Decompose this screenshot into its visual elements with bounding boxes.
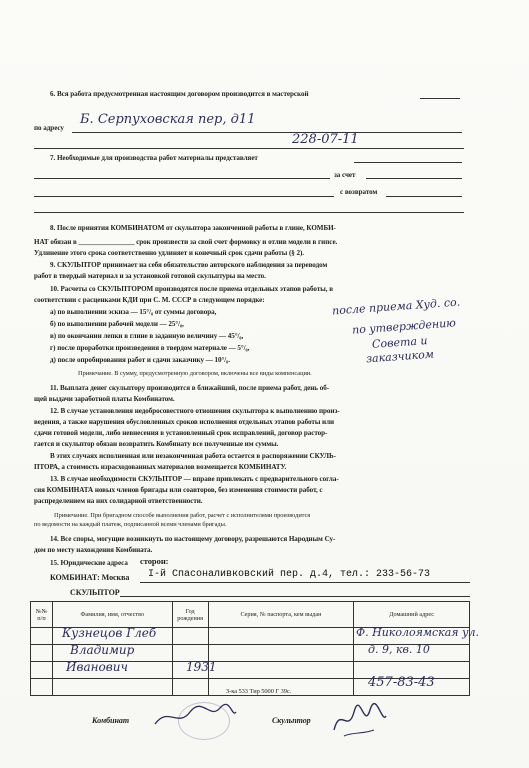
handwritten-v: по утверждению [351, 316, 457, 337]
handwritten-patronymic: Иванович [66, 660, 128, 674]
kombinat-address: I-й Спасоналивковский пер. д.4, тел.: 233-56-73 [148, 569, 431, 580]
rule [366, 178, 462, 179]
clause-10-item-d: д) после опробирования работ и сдачи заказчику — 10°/₀. [50, 356, 230, 364]
handwritten-year: 1931 [186, 660, 217, 674]
clause-12-line1: 12. В случае установления недобросовестного отношения скульптора к выполнению произ- [50, 407, 340, 415]
clause-12-line2: ведения, а также нарушения обусловленных сроков исполнения отдельных этапов работы или [34, 418, 335, 426]
rule [420, 98, 460, 99]
clause-11-line1: 11. Выплата денег скульптору производится в ближайший, после приема работ, день об- [50, 384, 330, 392]
rule [120, 596, 470, 597]
clause-8-line2: НАТ обязан в ________________ срок произвести за свой счет формовку и отлив модели в гипсе. [34, 238, 338, 246]
kombinat-signature [150, 698, 240, 734]
header-name: Фамилия, имя, отчество [52, 602, 172, 628]
sculptor-signature-label: Скульптор [272, 716, 311, 725]
clause-10-item-b: б) по выполнении рабочей модели — 25°/₀, [50, 320, 184, 328]
sculptor-signature [330, 700, 390, 740]
rule [72, 132, 462, 133]
clause-14-line1: 14. Все споры, могущие возникнуть по настоящему договору, разрешаются Народным Су- [50, 535, 336, 543]
rule [34, 148, 464, 149]
handwritten-a: после приема Худ. со. [331, 295, 461, 318]
rule [34, 212, 464, 213]
clause-10-item-a: а) по выполнении эскиза — 15°/₀ от суммы договора, [50, 308, 217, 316]
header-passport: Серия, № паспорта, кем выдан [208, 602, 354, 628]
clause-9-line1: 9. СКУЛЬПТОР принимает на себя обязательство авторского наблюдения за переводом [50, 261, 328, 269]
rule [34, 196, 334, 197]
clause-10-item-v: в) по окончании лепки в глине в заданную величину — 45°/₀, [50, 332, 244, 340]
address-handwritten: Б. Серпуховская пер, д11 [80, 112, 256, 127]
clause-12-line4: гается и скульптор обязан возвратить Комбинату все полученные им суммы. [34, 440, 279, 448]
clause-12-line3: сдачи готовой модели, либо невнесения в установленный срок исправлений, договор растор- [34, 429, 328, 437]
address-label: по адресу [34, 124, 64, 132]
clause-6-text: 6. Вся работа предусмотренная настоящим договором производится в мастерской [50, 90, 309, 98]
handwritten-g: Совета и [371, 334, 428, 351]
clause-13-note-line2: по ведомости на каждый платеж, подписанной всеми членами бригады. [34, 521, 227, 528]
handwritten-d: заказчиком [365, 347, 435, 366]
clause-11-line2: щей выдачи заработной платы Комбинатом. [34, 395, 175, 403]
clause-15-line1: 15. Юридические адреса [50, 559, 128, 567]
handwritten-surname: Кузнецов Глеб [62, 626, 157, 640]
clause-7-text: 7. Необходимые для производства работ материалы представляет [50, 154, 258, 162]
clause-15-storon: сторон: [140, 556, 169, 566]
clause-10-line2: соответствии с расценками КДИ при С. М. СССР в следующем порядке: [34, 296, 265, 304]
clause-13-line3: распределением на них солидарной ответственности. [34, 497, 203, 505]
handwritten-phone: 457-83-43 [368, 675, 435, 690]
za-schet-label: за счет [334, 171, 356, 179]
s-vozvratom-label: с возвратом [340, 188, 378, 196]
clause-8-line1: 8. После принятия КОМБИНАТОМ от скульптора законченной работы в глине, КОМБИ- [50, 224, 336, 232]
clause-13-line1: 13. В случае необходимости СКУЛЬПТОР — вправе привлекать с предварительного согла- [50, 475, 339, 483]
clause-12-line6: ПТОРА, а стоимость израсходованных материалов возмещается КОМБИНАТУ. [34, 463, 287, 471]
clause-9-line2: работ в твердый материал и за установкой готовой скульптуры на место. [34, 272, 266, 280]
print-mark: З-ка 533 Тир 5000 Г 39с. [226, 688, 292, 695]
rule [386, 196, 462, 197]
clause-14-line2: дом по месту нахождения Комбината. [34, 546, 153, 554]
clause-13-line2: сия КОМБИНАТА новых членов бригады или соавторов, без изменения стоимости работ, с [34, 486, 323, 494]
rule [140, 582, 470, 583]
header-address: Домашний адрес [354, 602, 470, 628]
clause-13-note-line1: Примечание. При бригадном способе выполнения работ, расчет с исполнителями производится [54, 512, 311, 519]
clause-12-line5: В этих случаях исполненная или незаконченная работа остается в распоряжении СКУЛЬ- [50, 452, 336, 460]
sculptor-label: СКУЛЬПТОР [70, 588, 120, 597]
header-year: Год рождения [172, 602, 208, 628]
rule [354, 162, 462, 163]
header-number: №№ п/п [31, 602, 53, 628]
handwritten-address-line2: д. 9, кв. 10 [368, 643, 430, 656]
clause-10-item-g: г) после проработки произведения в твердом материале — 5°/₀, [50, 344, 250, 352]
kombinat-label: КОМБИНАТ: Москва [50, 573, 130, 582]
phone-handwritten: 228-07-11 [292, 132, 359, 147]
kombinat-signature-label: Комбинат [92, 716, 130, 725]
handwritten-address-line1: Ф. Николоямская ул. [356, 626, 479, 639]
rule [34, 178, 330, 179]
clause-10-note: Примечание. В сумму, предусмотренную договором, включены все виды компенсации. [78, 370, 312, 377]
handwritten-firstname: Владимир [70, 643, 135, 657]
clause-8-line3: Удлинение этого срока соответственно удлиняет и конечный срок сдачи работы (§ 2). [34, 249, 305, 257]
clause-10-line1: 10. Расчеты со СКУЛЬПТОРОМ производятся после приема отдельных этапов работы, в [50, 285, 333, 293]
